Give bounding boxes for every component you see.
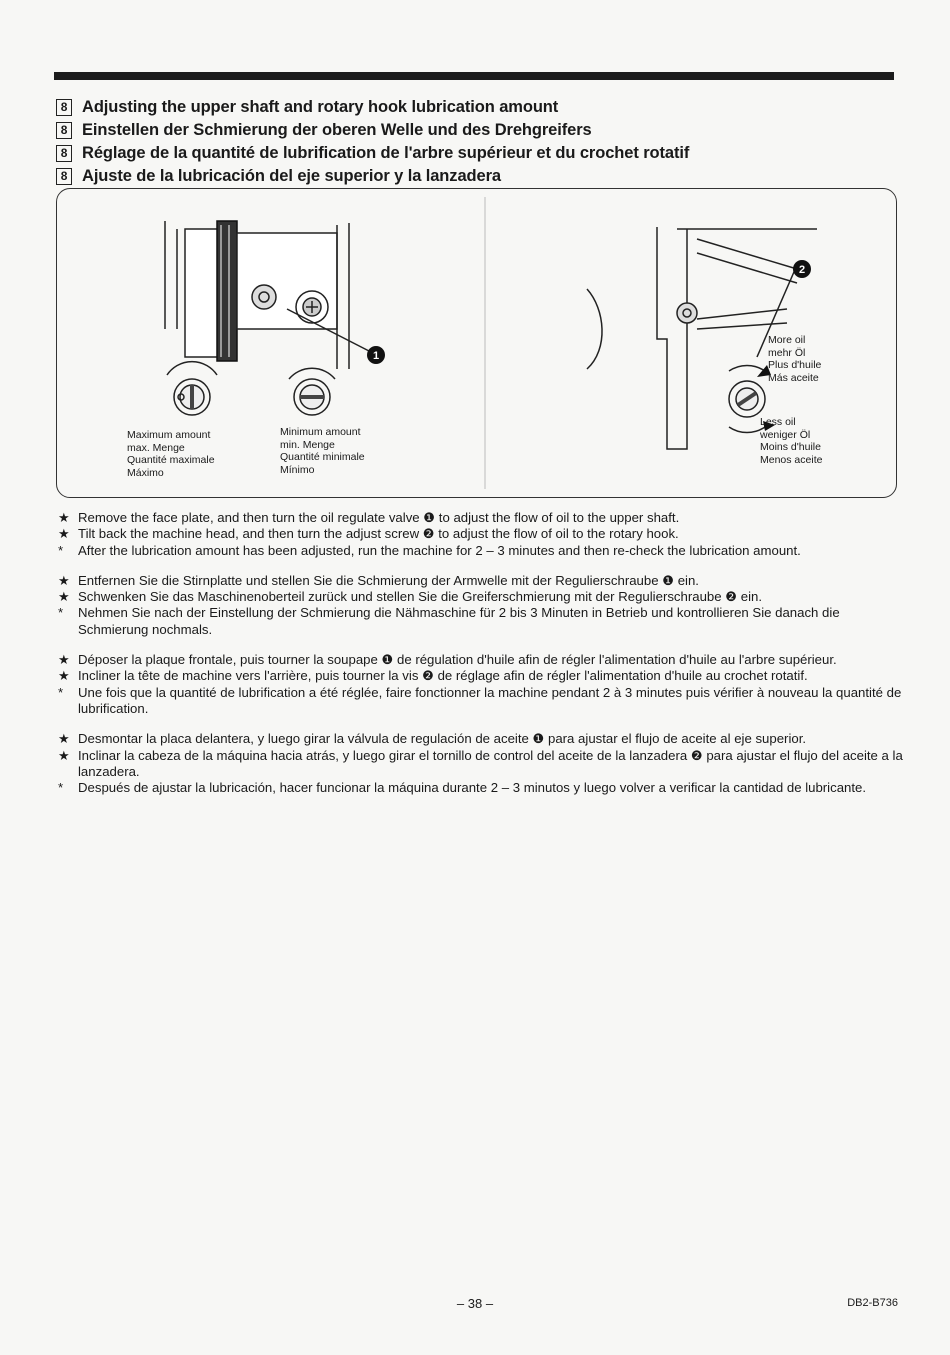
section-number: 8 [56, 99, 72, 116]
instructions [58, 510, 903, 810]
page-number: – 38 – [456, 1296, 494, 1311]
callout-2-label: 2 [798, 264, 806, 276]
instruction-item: * After the lubrication amount has been adjusted, run the machine for 2 – 3 minutes and then re-check the lubrication amount. [58, 542, 801, 558]
instruction-item: * Después de ajustar la lubricación, hacer funcionar la máquina durante 2 – 3 minutos y luego volver a verificar la cantidad de lubricante. [58, 780, 867, 796]
heading-fr [56, 142, 896, 165]
instruction-item: ★ Entfernen Sie die Stirnplatte und stellen Sie die Schmierung der Armwelle mit der Regulierschraube ❶ ein. [58, 572, 699, 588]
instructions-de [58, 573, 903, 638]
section-number: 8 [56, 145, 72, 162]
section-headings [56, 96, 896, 188]
less-oil-caption: Less oil weniger Öl Moins d'huile Menos aceite [760, 416, 823, 466]
instruction-item: * Nehmen Sie nach der Einstellung der Schmierung die Nähmaschine für 2 bis 3 Minuten in Betrieb und kontrollieren Sie danach die Schmierung nochmals. [58, 605, 840, 637]
instructions-en [58, 510, 903, 559]
instruction-item: ★ Déposer la plaque frontale, puis tourner la soupape ❶ de régulation d'huile afin de régler l'alimentation d'huile au l'arbre supérieur. [58, 652, 837, 668]
instruction-item: ★ Schwenken Sie das Maschinenoberteil zurück und stellen Sie die Greiferschmierung mit der Regulierschraube ❷ ein. [58, 589, 762, 605]
instructions-es [58, 731, 903, 796]
section-number: 8 [56, 122, 72, 139]
instruction-item: * Une fois que la quantité de lubrification a été réglée, faire fonctionner la machine pendant 2 à 3 minutes puis vérifier à nouveau la quantité de lubrification. [58, 684, 902, 716]
instruction-item: ★ Inclinar la cabeza de la máquina hacia atrás, y luego girar el tornillo de control del aceite de la lanzadera ❷ para ajustar el flujo del aceite a la lanzadera. [58, 747, 903, 779]
instructions-fr [58, 652, 903, 717]
callout-1-label: 1 [372, 350, 380, 362]
heading-de [56, 119, 896, 142]
section-number: 8 [56, 168, 72, 185]
instruction-item: ★ Remove the face plate, and then turn the oil regulate valve ❶ to adjust the flow of oil to the upper shaft. [58, 510, 680, 525]
lubrication-figure [56, 188, 897, 498]
instruction-item: ★ Incliner la tête de machine vers l'arrière, puis tourner la vis ❷ de réglage afin de régler l'alimentation d'huile au crochet rotatif. [58, 668, 808, 684]
document-code: DB2-B736 [847, 1297, 898, 1309]
upper-shaft-drawing [165, 221, 369, 415]
heading-en [56, 96, 896, 119]
top-rule [54, 72, 894, 80]
max-caption: Maximum amount max. Menge Quantité maximale Máximo [127, 429, 215, 479]
more-oil-caption: More oil mehr Öl Plus d'huile Más aceite [768, 334, 822, 384]
heading-text: Réglage de la quantité de lubrification de l'arbre supérieur et du crochet rotatif [82, 144, 690, 162]
instruction-item: ★ Tilt back the machine head, and then turn the adjust screw ❷ to adjust the flow of oil to the rotary hook. [58, 526, 679, 542]
heading-text: Ajuste de la lubricación del eje superior y la lanzadera [82, 167, 501, 185]
min-caption: Minimum amount min. Menge Quantité minimale Mínimo [280, 426, 365, 476]
heading-text: Einstellen der Schmierung der oberen Welle und des Drehgreifers [82, 121, 592, 139]
instruction-item: ★ Desmontar la placa delantera, y luego girar la válvula de regulación de aceite ❶ para ajustar el flujo de aceite al eje superior. [58, 731, 807, 747]
heading-text: Adjusting the upper shaft and rotary hook lubrication amount [82, 98, 559, 116]
heading-es [56, 165, 896, 188]
